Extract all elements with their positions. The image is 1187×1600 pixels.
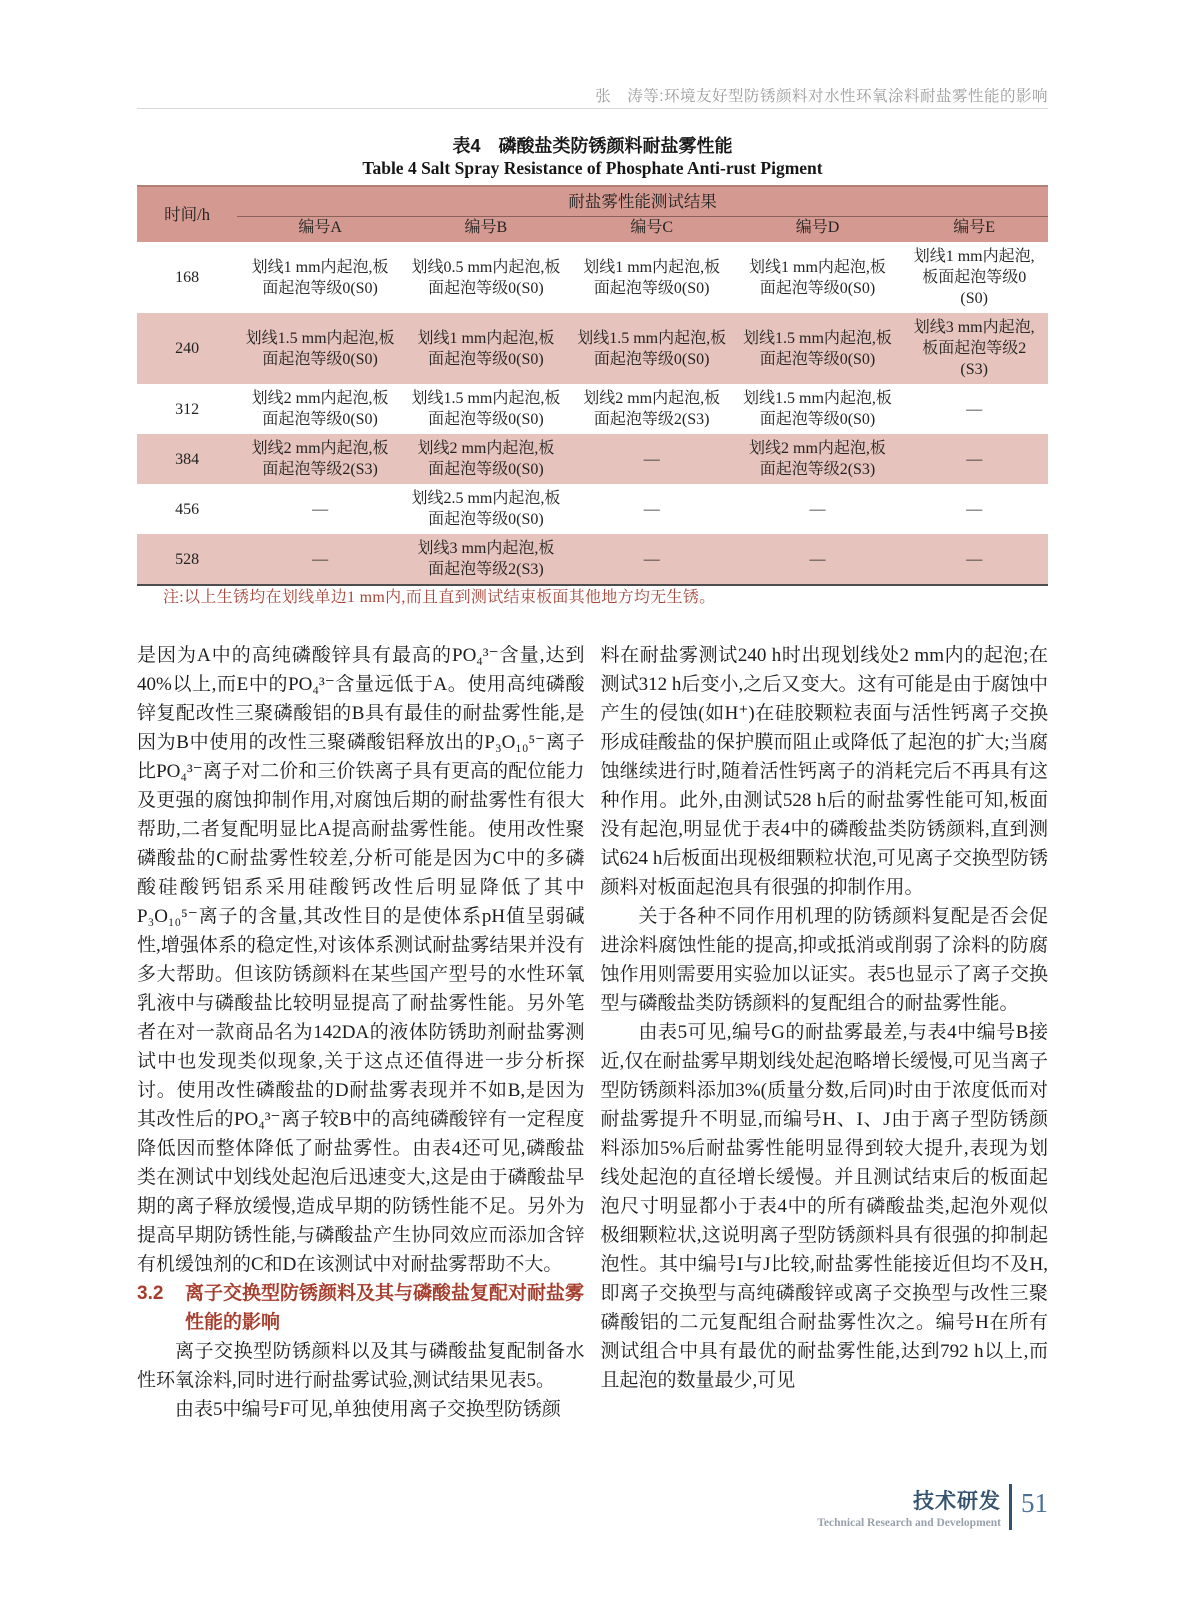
table-cell: 划线1.5 mm内起泡,板面起泡等级0(S0): [411, 390, 561, 428]
footer-section-en: Technical Research and Development: [817, 1517, 1001, 1529]
page-number: 51: [1021, 1487, 1048, 1518]
table-cell: 划线2 mm内起泡,板面起泡等级0(S0): [251, 390, 389, 428]
table-cell: 划线2 mm内起泡,板面起泡等级2(S3): [749, 440, 886, 478]
time-cell: 384: [175, 450, 200, 468]
header-rule: [137, 108, 1048, 109]
col-header-a: 编号A: [298, 218, 342, 236]
table-row: [137, 434, 1048, 484]
table-cell: 划线1 mm内起泡,板面起泡等级0(S0): [251, 258, 389, 297]
table-row: [137, 313, 1048, 384]
right-column: [601, 641, 1049, 1424]
table-cell: —: [966, 550, 983, 568]
table-title-en: Table 4 Salt Spray Resistance of Phosphate Anti-rust Pigment: [362, 158, 823, 178]
table-cell: 划线2.5 mm内起泡,板面起泡等级0(S0): [411, 490, 561, 528]
table-cell: —: [966, 450, 983, 468]
table-cell: 划线2 mm内起泡,板面起泡等级2(S3): [251, 440, 389, 478]
footer-section-labels: [817, 1485, 1009, 1529]
table-cell: —: [966, 400, 983, 418]
paragraph: 关于各种不同作用机理的防锈颜料复配是否会促进涂料腐蚀性能的提高,抑或抵消或削弱了涂料的防腐蚀作用则需要用实验加以证实。表5也显示了离子交换型与磷酸盐类防锈颜料的复配组合的耐盐雾性能。: [600, 906, 1048, 1014]
table-cell: —: [809, 500, 826, 518]
table-header: [137, 186, 1048, 242]
body-columns: [137, 641, 1048, 1424]
table-cell: —: [312, 500, 329, 518]
time-cell: 456: [175, 500, 200, 518]
table-cell: 划线1 mm内起泡,板面起泡等级0(S0): [583, 258, 721, 297]
table-cell: 划线0.5 mm内起泡,板面起泡等级0(S0): [411, 258, 561, 297]
col-header-d: 编号D: [795, 218, 840, 236]
table-cell: 划线1.5 mm内起泡,板面起泡等级0(S0): [577, 329, 727, 368]
col-header-b: 编号B: [464, 218, 508, 236]
table-row: [137, 384, 1048, 434]
paragraph: 是因为A中的高纯磷酸锌具有最高的PO₄³⁻含量,达到40%以上,而E中的PO₄³⁻含量远低于A。使用高纯磷酸锌复配改性三聚磷酸铝的B具有最佳的耐盐雾性能,是因为B中使用的改性三聚磷酸铝释放出的P₃O₁₀⁵⁻离子比PO₄³⁻离子对二价和三价铁离子具有更高的配位能力及更强的腐蚀抑制作用,对腐蚀后期的耐盐雾性有很大帮助,二者复配明显比A提高耐盐雾性能。使用改性聚磷酸盐的C耐盐雾性较差,分析可能是因为C中的多磷酸硅酸钙铝系采用硅酸钙改性后明显降低了其中P₃O₁₀⁵⁻离子的含量,其改性目的是使体系pH值呈弱碱性,增强体系的稳定性,对该体系测试耐盐雾结果并没有多大帮助。但该防锈颜料在某些国产型号的水性环氧乳液中与磷酸盐比较明显提高了耐盐雾性能。另外笔者在对一款商品名为142DA的液体防锈助剂耐盐雾测试中也发现类似现象,关于这点还值得进一步分析探讨。使用改性磷酸盐的D耐盐雾表现并不如B,是因为其改性后的PO₄³⁻离子较B中的高纯磷酸锌有一定程度降低因而整体降低了耐盐雾性。由表4还可见,磷酸盐类在测试中划线处起泡后迅速变大,这是由于磷酸盐早期的离子释放缓慢,造成早期的防锈性能不足。另外为提高早期防锈性能,与磷酸盐产生协同效应而添加含锌有机缓蚀剂的C和D在该测试中对耐盐雾帮助不大。: [137, 645, 585, 1275]
table-cell: 划线1 mm内起泡,板面起泡等级0 (S0): [913, 248, 1035, 307]
section-title: 离子交换型防锈颜料及其与磷酸盐复配对耐盐雾性能的影响: [185, 1283, 585, 1333]
table4: [137, 185, 1048, 586]
table-cell: 划线2 mm内起泡,板面起泡等级0(S0): [417, 440, 555, 478]
table-cell: 划线1 mm内起泡,板面起泡等级0(S0): [749, 258, 886, 297]
table-cell: —: [809, 550, 826, 568]
footer-divider-bar: [1009, 1484, 1012, 1530]
table-cell: —: [312, 550, 329, 568]
time-cell: 528: [175, 550, 200, 568]
table-cell: 划线3 mm内起泡,板面起泡等级2 (S3): [913, 319, 1035, 378]
left-column: [137, 641, 585, 1424]
table-row: [137, 484, 1048, 534]
table-cell: 划线2 mm内起泡,板面起泡等级2(S3): [583, 390, 721, 428]
col-header-e: 编号E: [953, 218, 996, 236]
table-cell: 划线1.5 mm内起泡,板面起泡等级0(S0): [743, 390, 892, 428]
col-header-group: 耐盐雾性能测试结果: [237, 186, 1048, 216]
time-cell: 312: [175, 400, 200, 418]
table-cell: —: [643, 450, 660, 468]
table-title-zh: 表4 磷酸盐类防锈颜料耐盐雾性能: [452, 136, 733, 156]
page-footer: [817, 1484, 1048, 1530]
running-title: 张 涛等:环境友好型防锈颜料对水性环氧涂料耐盐雾性能的影响: [595, 88, 1048, 105]
table-cell: 划线1 mm内起泡,板面起泡等级0(S0): [417, 329, 555, 368]
table-header-columns-row: [137, 216, 1048, 242]
table-cell: 划线1.5 mm内起泡,板面起泡等级0(S0): [245, 329, 395, 368]
col-header-c: 编号C: [630, 218, 674, 236]
paragraph: 由表5中编号F可见,单独使用离子交换型防锈颜: [175, 1399, 561, 1420]
table-cell: 划线1.5 mm内起泡,板面起泡等级0(S0): [743, 329, 892, 368]
footer-section-zh: 技术研发: [913, 1490, 1001, 1513]
paragraph: 由表5可见,编号G的耐盐雾最差,与表4中编号B接近,仅在耐盐雾早期划线处起泡略增长缓慢,可见当离子型防锈颜料添加3%(质量分数,后同)时由于浓度低而对耐盐雾提升不明显,而编号H、I、J由于离子型防锈颜料添加5%后耐盐雾性能明显得到较大提升,表现为划线处起泡的直径增长缓慢。并且测试结束后的板面起泡尺寸明显都小于表4中的所有磷酸盐类,起泡外观似极细颗粒状,这说明离子型防锈颜料具有很强的抑制起泡性。其中编号I与J比较,耐盐雾性能接近但均不及H,即离子交换型与高纯磷酸锌或离子交换型与改性三聚磷酸铝的二元复配组合耐盐雾性次之。编号H在所有测试组合中具有最优的耐盐雾性能,达到792 h以上,而且起泡的数量最少,可见: [600, 1022, 1048, 1391]
table-note: 注:以上生锈均在划线单边1 mm内,而且直到测试结束板面其他地方均无生锈。: [163, 589, 716, 606]
table-cell: 划线3 mm内起泡,板面起泡等级2(S3): [417, 540, 555, 578]
section-heading-3-2: [137, 1279, 585, 1337]
table-row: [137, 242, 1048, 313]
paragraph: 离子交换型防锈颜料以及其与磷酸盐复配制备水性环氧涂料,同时进行耐盐雾试验,测试结果见表5。: [137, 1341, 585, 1391]
table-cell: —: [643, 500, 660, 518]
table-header-group-row: [137, 186, 1048, 216]
paragraph: 料在耐盐雾测试240 h时出现划线处2 mm内的起泡;在测试312 h后变小,之后又变大。这有可能是由于腐蚀中产生的侵蚀(如H⁺)在硅胶颗粒表面与活性钙离子交换形成硅酸盐的保护膜而阻止或降低了起泡的扩大;当腐蚀继续进行时,随着活性钙离子的消耗完后不再具有这种作用。此外,由测试528 h后的耐盐雾性能可知,板面没有起泡,明显优于表4中的磷酸盐类防锈颜料,直到测试624 h后板面出现极细颗粒状泡,可见离子交换型防锈颜料对板面起泡具有很强的抑制作用。: [600, 645, 1048, 898]
time-cell: 240: [175, 340, 200, 357]
time-cell: 168: [175, 269, 200, 286]
table-cell: —: [643, 550, 660, 568]
table-row: [137, 534, 1048, 585]
table-cell: —: [966, 500, 983, 518]
section-number: 3.2: [137, 1283, 164, 1304]
col-header-time: 时间/h: [164, 205, 211, 224]
